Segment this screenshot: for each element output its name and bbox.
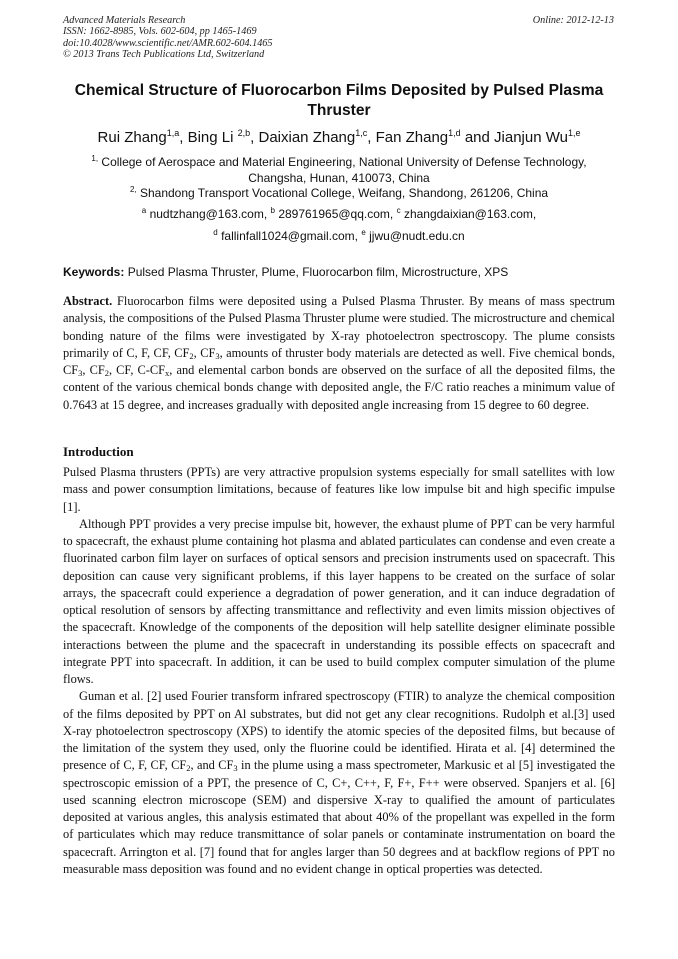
- intro-text: in the plume using a mass spectrometer, Markusic et al [5] investigated the spectroscopic emission of a PPT, the presence of C, C+, C++, F, F+, F++ were observed. Spanjers et al. [6] used scanning electron microscope (SEM) and dispersive X-ray to qualified the amount of particulates deposited at various angles, this analysis estimated that about 40% of the propellant was expelled in the form of particulates which may reduce transmittance of solar panels or contaminate instrumentation on board the spacecraft. Arrington et al. [7] found that for angles larger than 50 degrees and at backflow regions of PPT no measurable mass deposition was found and no evident change in optical properties was detected.: [63, 758, 615, 876]
- online-date: Online: 2012-12-13: [532, 15, 614, 26]
- author-affiliation-mark: 1,c: [355, 128, 368, 138]
- journal-header: [63, 15, 272, 61]
- abstract-text: , and elemental carbon bonds are observed on the surface of all the deposited films, the content of the various chemical bonds change with deposited angle, the F/C ratio reaches a minimum value of 0.7643 at 15 degree, and increases gradually with deposited angle increasing from 15 degree to 60 degree.: [63, 363, 615, 412]
- author-name: Fan Zhang: [375, 129, 449, 146]
- abstract: [63, 293, 615, 414]
- abstract-text: , CF: [193, 345, 216, 360]
- copyright-line: © 2013 Trans Tech Publications Ltd, Switzerland: [63, 49, 265, 61]
- email-b[interactable]: 289761965@qq.com,: [278, 207, 394, 221]
- author-affiliation-mark: 2,b: [237, 128, 251, 138]
- author-separator: and: [460, 129, 495, 146]
- affiliation-mark: 2,: [129, 185, 137, 194]
- abstract-text: , CF, C-CF: [108, 363, 166, 377]
- keywords-line: [63, 265, 615, 280]
- subscript: 2: [189, 350, 194, 361]
- author-affiliation-mark: 1,a: [166, 128, 180, 138]
- author-name: Bing Li: [187, 129, 234, 146]
- subscript: 3: [78, 368, 83, 378]
- introduction-body: [63, 464, 615, 878]
- abstract-text: , amounts of thruster body materials are detected as well. Five chemical bonds, CF: [63, 345, 615, 377]
- intro-paragraph-2: Although PPT provides a very precise impulse bit, however, the exhaust plume of PPT can be very harmful to spacecraft, the exhaust plume containing hot plasma and ablated particulates can condense and even create a fluorinated carbon film layer on surfaces of optical sensors and precision instruments used on spacecraft. This deposition can cause very significant problems, if this layer happens to be created on the surface of solar arrays, the spacecraft could experience a degradation of power generation, and it can induce degradation of optical resolution of sensors by affecting transmittance and reflectivity and even limits mission objectives of the spacecraft. Knowledge of the components of the deposition will help satellite designer eliminate possible interactions between the plume and the spacecraft in understanding its possible effects on spacecraft and integrate PPT into spacecraft. In addition, it can be used to build complex computer simulation of the plume flows.: [63, 516, 615, 686]
- email-mark: e: [361, 228, 366, 237]
- intro-paragraph-3: [63, 688, 615, 878]
- doi-line[interactable]: doi:10.4028/www.scientific.net/AMR.602-604.1465: [63, 37, 273, 49]
- author-list: [40, 128, 638, 148]
- affiliation-2: [45, 186, 633, 202]
- author-separator: ,: [367, 129, 376, 146]
- title-line-1: Chemical Structure of Fluorocarbon Films Deposited by Pulsed Plasma: [74, 82, 604, 99]
- keywords-text: Pulsed Plasma Thruster, Plume, Fluorocarbon film, Microstructure, XPS: [127, 265, 509, 279]
- affiliation-1-line-1: College of Aerospace and Material Engineering, National University of Defense Technology,: [101, 155, 587, 169]
- author-separator: ,: [179, 129, 188, 146]
- email-c[interactable]: zhangdaixian@163.com,: [403, 207, 537, 221]
- issn-line: ISSN: 1662-8985, Vols. 602-604, pp 1465-1469: [63, 26, 257, 38]
- introduction-heading: Introduction: [63, 444, 134, 459]
- affiliation-2-line: Shandong Transport Vocational College, Weifang, Shandong, 261206, China: [139, 186, 549, 200]
- affiliation-1: [45, 155, 633, 171]
- affiliation-1-line-2: Changsha, Hunan, 410073, China: [248, 170, 430, 185]
- title-line-2: Thruster: [307, 102, 371, 119]
- author-affiliation-mark: 1,e: [567, 128, 581, 138]
- affiliation-mark: 1,: [91, 154, 99, 163]
- keywords-label: Keywords:: [63, 265, 125, 279]
- author-separator: ,: [250, 129, 259, 146]
- email-a[interactable]: nudtzhang@163.com,: [149, 207, 268, 221]
- intro-text: Guman et al. [2] used Fourier transform infrared spectroscopy (FTIR) to analyze the chemical composition of the films deposited by PPT on Al substrates, but did not get any clear recognitions. Rudolph et al.[3] used X-ray photoelectron spectroscopy (XPS) to identify the atomic species of the deposited films, but because of the limitation of the system they used, only the fluorine could be identified. Hirata et al. [4] determined the presence of C, F, CF, CF: [63, 689, 615, 773]
- email-mark: a: [141, 206, 147, 215]
- author-name: Rui Zhang: [97, 129, 167, 146]
- intro-paragraph-1: Pulsed Plasma thrusters (PPTs) are very attractive propulsion systems especially for small satellites with low mass and power consumption limitations, because of features like low impulse bit and high specific impulse [1].: [63, 465, 615, 514]
- subscript: 2: [186, 763, 191, 774]
- author-affiliation-mark: 1,d: [448, 128, 461, 138]
- paper-title: [63, 81, 615, 121]
- author-name: Daixian Zhang: [258, 129, 356, 146]
- email-d[interactable]: fallinfall1024@gmail.com,: [221, 229, 358, 243]
- email-line-2: [45, 229, 633, 245]
- email-e[interactable]: jjwu@nudt.edu.cn: [369, 229, 465, 243]
- author-name: Jianjun Wu: [494, 129, 568, 146]
- subscript: x: [165, 368, 170, 378]
- subscript: 2: [104, 368, 109, 378]
- abstract-text: Fluorocarbon films were deposited using a Pulsed Plasma Thruster. By means of mass spectrum analysis, the compositions of the Pulsed Plasma Thruster plume were studied. The microstructure and chemical bonding nature of the films were investigated by X-ray photoelectron spectroscopy. The plume consists primarily of C, F, CF, CF: [63, 294, 615, 360]
- email-mark: c: [396, 206, 401, 215]
- subscript: 3: [215, 350, 220, 361]
- journal-name: Advanced Materials Research: [63, 15, 186, 26]
- subscript: 3: [233, 763, 238, 774]
- abstract-text: , CF: [82, 363, 105, 377]
- email-line-1: [45, 207, 633, 223]
- abstract-label: Abstract.: [63, 294, 113, 308]
- email-mark: b: [270, 206, 275, 215]
- email-mark: d: [213, 228, 218, 237]
- intro-text: , and CF: [190, 758, 234, 773]
